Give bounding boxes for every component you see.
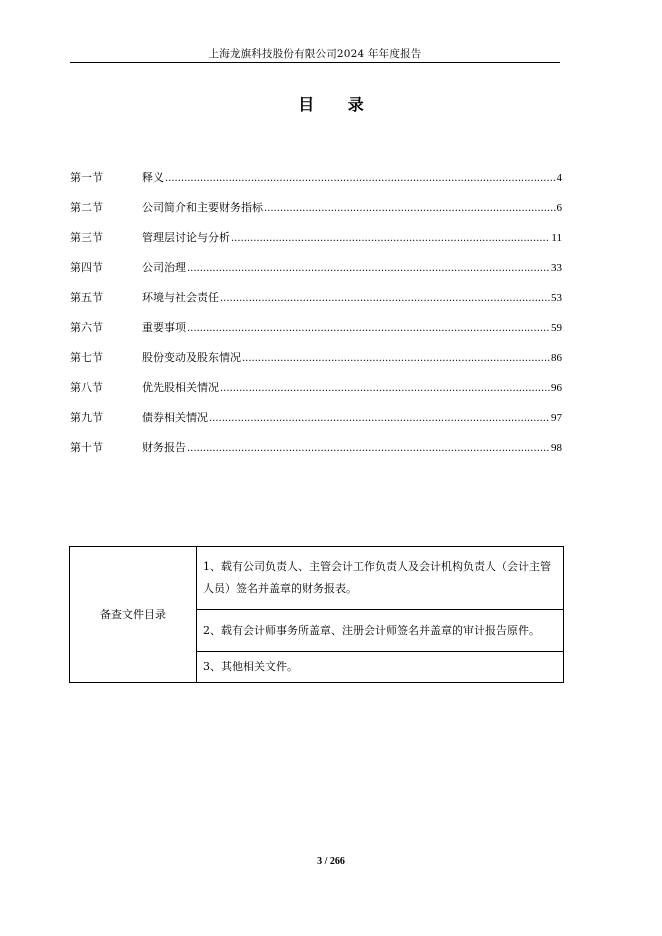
page-number: 3 / 266: [317, 856, 345, 867]
table-row: [70, 547, 564, 610]
header-divider: [70, 62, 560, 63]
toc-section-title: 公司简介和主要财务指标: [142, 201, 263, 214]
reference-document-item: 2、载有会计师事务所盖章、注册会计师签名并盖章的审计报告原件。: [197, 610, 564, 652]
toc-section-number: 第四节: [70, 261, 103, 274]
toc-page-number: 86: [551, 352, 562, 364]
toc-entry-4[interactable]: [70, 258, 562, 288]
toc-dot-leader: [209, 409, 550, 429]
toc-section-title: 重要事项: [142, 321, 186, 334]
page-header: 上海龙旗科技股份有限公司2024 年年度报告: [208, 48, 422, 60]
toc-section-title: 释义: [142, 171, 164, 184]
reference-document-item: 1、载有公司负责人、主管会计工作负责人及会计机构负责人（会计主管人员）签名并盖章的财务报表。: [197, 547, 564, 610]
toc-page-number: 11: [551, 232, 562, 244]
toc-page-number: 96: [551, 382, 562, 394]
toc-entry-10[interactable]: [70, 438, 562, 468]
toc-section-number: 第五节: [70, 291, 103, 304]
toc-entry-8[interactable]: [70, 378, 562, 408]
toc-section-number: 第八节: [70, 381, 103, 394]
toc-section-number: 第一节: [70, 171, 103, 184]
toc-section-number: 第六节: [70, 321, 103, 334]
toc-page-number: 4: [556, 172, 562, 184]
toc-page-number: 98: [551, 442, 562, 454]
toc-dot-leader: [242, 349, 550, 369]
toc-section-number: 第九节: [70, 411, 103, 424]
toc-section-title: 环境与社会责任: [142, 291, 219, 304]
toc-page-number: 53: [551, 292, 562, 304]
page-title: 目 录: [298, 95, 378, 114]
toc-dot-leader: [231, 229, 550, 249]
toc-section-title: 财务报告: [142, 441, 186, 454]
toc-page-number: 59: [551, 322, 562, 334]
toc-page-number: 33: [551, 262, 562, 274]
toc-entry-1[interactable]: [70, 168, 562, 198]
toc-section-title: 管理层讨论与分析: [142, 231, 230, 244]
toc-section-title: 优先股相关情况: [142, 381, 219, 394]
toc-section-title: 公司治理: [142, 261, 186, 274]
toc-dot-leader: [187, 259, 550, 279]
reference-documents-label: 备查文件目录: [70, 547, 197, 683]
toc-entry-3[interactable]: [70, 228, 562, 258]
toc-entry-6[interactable]: [70, 318, 562, 348]
toc-entry-2[interactable]: [70, 198, 562, 228]
toc-dot-leader: [165, 169, 556, 189]
toc-dot-leader: [187, 319, 550, 339]
reference-documents-table: [69, 546, 564, 683]
toc-entry-9[interactable]: [70, 408, 562, 438]
toc-section-number: 第三节: [70, 231, 103, 244]
toc-section-title: 股份变动及股东情况: [142, 351, 241, 364]
table-of-contents: [70, 168, 562, 468]
toc-dot-leader: [187, 439, 550, 459]
reference-document-item: 3、其他相关文件。: [197, 652, 564, 683]
toc-entry-5[interactable]: [70, 288, 562, 318]
toc-page-number: 97: [551, 412, 562, 424]
toc-page-number: 6: [556, 202, 562, 214]
toc-entry-7[interactable]: [70, 348, 562, 378]
toc-dot-leader: [220, 379, 550, 399]
toc-section-title: 债券相关情况: [142, 411, 208, 424]
toc-section-number: 第二节: [70, 201, 103, 214]
toc-dot-leader: [264, 199, 556, 219]
toc-dot-leader: [220, 289, 550, 309]
toc-section-number: 第十节: [70, 441, 103, 454]
toc-section-number: 第七节: [70, 351, 103, 364]
